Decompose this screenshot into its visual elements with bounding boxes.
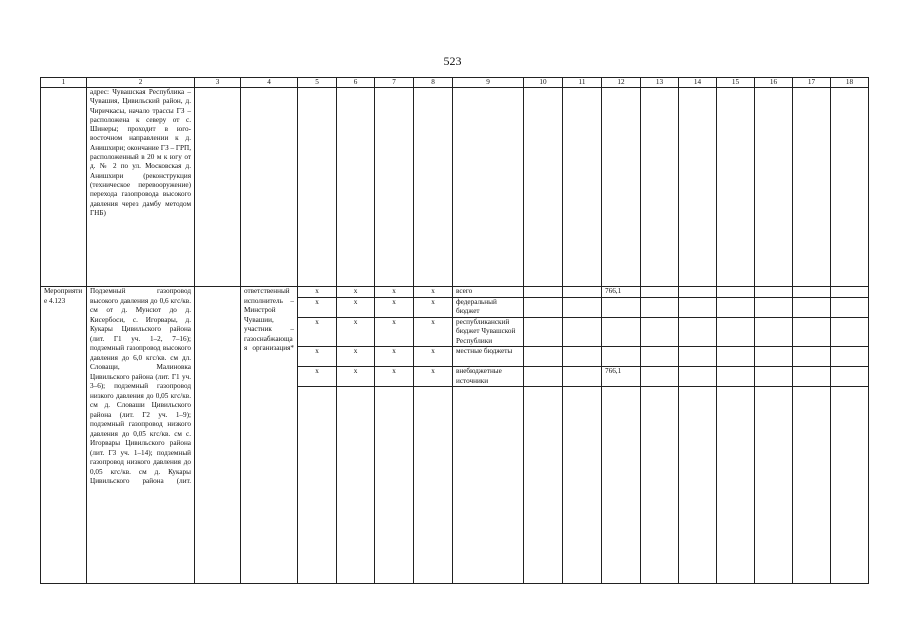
table-cell: [453, 387, 524, 584]
funding-amount: [602, 347, 641, 367]
funding-amount: [602, 297, 641, 317]
funding-source: всего: [453, 287, 524, 298]
table-cell: [755, 88, 793, 287]
table-row: [41, 287, 869, 298]
header-cell: 2: [87, 78, 195, 88]
table-cell: [563, 297, 602, 317]
header-cell: 11: [563, 78, 602, 88]
funding-amount: 766,1: [602, 287, 641, 298]
table-cell: [793, 287, 831, 298]
table-cell: [453, 88, 524, 287]
table-cell: [831, 347, 869, 367]
table-cell: [717, 287, 755, 298]
table-cell: [717, 367, 755, 387]
table-cell: [831, 317, 869, 347]
table-cell: [195, 287, 241, 584]
table-cell: [641, 297, 679, 317]
table-cell: [717, 88, 755, 287]
table-cell: [524, 88, 563, 287]
table-cell: x: [337, 287, 375, 298]
object-description: Подземный газопровод высокого давления до 0,6 кгс/кв. см от д. Мунсют до д. Кисербоси, с. Игорвары, д. Кукары Цивильского района (лит. Г1 уч. 1–2, 7–16); подземный газопровод высокого давления до 6,0 кгс/кв. см дл. Словащи, Малиновка Цивильского района (лит. Г1 уч. 3–6); подземный газопровод низкого давления до 0,05 кгс/кв. см д. Словаши Цивильского района (лит. Г2 уч. 1–9); подземный газопровод низкого давления до 0,05 кгс/кв. см с. Игорвары Цивильского района (лит. Г3 уч. 1–14); подземный газопровод низкого давления до 0,05 кгс/кв. см д. Кукары Цивильского района (лит.: [87, 287, 195, 584]
table-cell: [755, 297, 793, 317]
funding-source: местные бюджеты: [453, 347, 524, 367]
table-cell: [831, 297, 869, 317]
table-cell: x: [337, 347, 375, 367]
header-cell: 3: [195, 78, 241, 88]
table-cell: [641, 387, 679, 584]
table-cell: [298, 88, 337, 287]
table-cell: [679, 317, 717, 347]
table-cell: x: [298, 367, 337, 387]
table-cell: [831, 287, 869, 298]
funding-amount: [602, 317, 641, 347]
table-cell: [717, 317, 755, 347]
table-cell: [563, 88, 602, 287]
header-cell: 15: [717, 78, 755, 88]
table-cell: x: [414, 347, 453, 367]
header-cell: 7: [375, 78, 414, 88]
table-cell: [679, 367, 717, 387]
table-cell: [602, 387, 641, 584]
table-cell: x: [298, 317, 337, 347]
table-cell: [793, 88, 831, 287]
table-cell: [563, 317, 602, 347]
header-cell: 17: [793, 78, 831, 88]
table-cell: [602, 88, 641, 287]
table-cell: [793, 297, 831, 317]
header-cell: 12: [602, 78, 641, 88]
table-cell: [831, 387, 869, 584]
program-table: [40, 77, 869, 584]
object-description: адрес: Чувашская Республика – Чувашия, Цивильский район, д. Чиричкасы, начало трассы ГЗ – расположена к северу от с. Шинеры; проходит в юго-восточном направлении к д. Анишхири; окончание ГЗ – ГРП, расположенный в 20 м к югу от д. № 2 по ул. Московская д. Анишхири (реконструкция (техническое перевооружение) перехода газопровода высокого давления через дамбу методом ГНБ): [87, 88, 195, 287]
header-cell: 9: [453, 78, 524, 88]
table-cell: x: [375, 317, 414, 347]
table-cell: [831, 367, 869, 387]
table-cell: [563, 367, 602, 387]
table-cell: [755, 317, 793, 347]
table-cell: [793, 367, 831, 387]
table-cell: x: [375, 287, 414, 298]
table-cell: [375, 387, 414, 584]
table-cell: x: [298, 297, 337, 317]
table-cell: [831, 88, 869, 287]
funding-amount: 766,1: [602, 367, 641, 387]
table-cell: [755, 347, 793, 367]
table-cell: [793, 347, 831, 367]
header-cell: 1: [41, 78, 87, 88]
table-cell: [679, 387, 717, 584]
table-cell: x: [375, 347, 414, 367]
table-cell: [414, 387, 453, 584]
header-cell: 18: [831, 78, 869, 88]
header-row: [41, 78, 869, 88]
table-cell: [793, 387, 831, 584]
table-cell: x: [375, 297, 414, 317]
table-cell: [679, 347, 717, 367]
table-cell: x: [337, 297, 375, 317]
table-cell: x: [375, 367, 414, 387]
table-cell: [375, 88, 414, 287]
table-cell: [755, 387, 793, 584]
table-cell: [641, 88, 679, 287]
table-cell: [195, 88, 241, 287]
funding-source: внебюджетные источники: [453, 367, 524, 387]
table-cell: [241, 88, 298, 287]
measure-code: Мероприятие 4.123: [41, 287, 87, 584]
header-cell: 4: [241, 78, 298, 88]
table-cell: [755, 367, 793, 387]
table-cell: [524, 347, 563, 367]
table-cell: [41, 88, 87, 287]
funding-source: федеральный бюджет: [453, 297, 524, 317]
table-cell: [563, 287, 602, 298]
table-cell: [793, 317, 831, 347]
table-cell: [641, 347, 679, 367]
table-cell: x: [414, 287, 453, 298]
table-cell: [679, 88, 717, 287]
table-cell: [524, 297, 563, 317]
table-row: [41, 88, 869, 287]
table-cell: x: [298, 287, 337, 298]
header-cell: 13: [641, 78, 679, 88]
table-cell: x: [414, 297, 453, 317]
header-cell: 10: [524, 78, 563, 88]
table-cell: x: [337, 367, 375, 387]
table-cell: [563, 347, 602, 367]
table-cell: [524, 317, 563, 347]
table-cell: [641, 367, 679, 387]
table-cell: [679, 297, 717, 317]
table-cell: x: [298, 347, 337, 367]
responsible-executor: ответственный исполнитель – Минстрой Чувашии, участник – газоснабжающая организация*: [241, 287, 298, 584]
table-cell: [717, 347, 755, 367]
table-cell: x: [414, 367, 453, 387]
table-cell: [755, 287, 793, 298]
table-cell: [298, 387, 337, 584]
header-cell: 8: [414, 78, 453, 88]
table-cell: [524, 367, 563, 387]
header-cell: 5: [298, 78, 337, 88]
header-cell: 16: [755, 78, 793, 88]
table-cell: [563, 387, 602, 584]
page-number: 523: [443, 54, 462, 68]
table-cell: [679, 287, 717, 298]
table-cell: [717, 387, 755, 584]
funding-source: республиканский бюджет Чувашской Республики: [453, 317, 524, 347]
table-cell: [337, 387, 375, 584]
header-cell: 14: [679, 78, 717, 88]
table-cell: [524, 387, 563, 584]
table-cell: [641, 317, 679, 347]
table-cell: [641, 287, 679, 298]
table-cell: [717, 297, 755, 317]
table-cell: [337, 88, 375, 287]
table-cell: x: [414, 317, 453, 347]
table-cell: [414, 88, 453, 287]
table-cell: [524, 287, 563, 298]
table-cell: x: [337, 317, 375, 347]
header-cell: 6: [337, 78, 375, 88]
